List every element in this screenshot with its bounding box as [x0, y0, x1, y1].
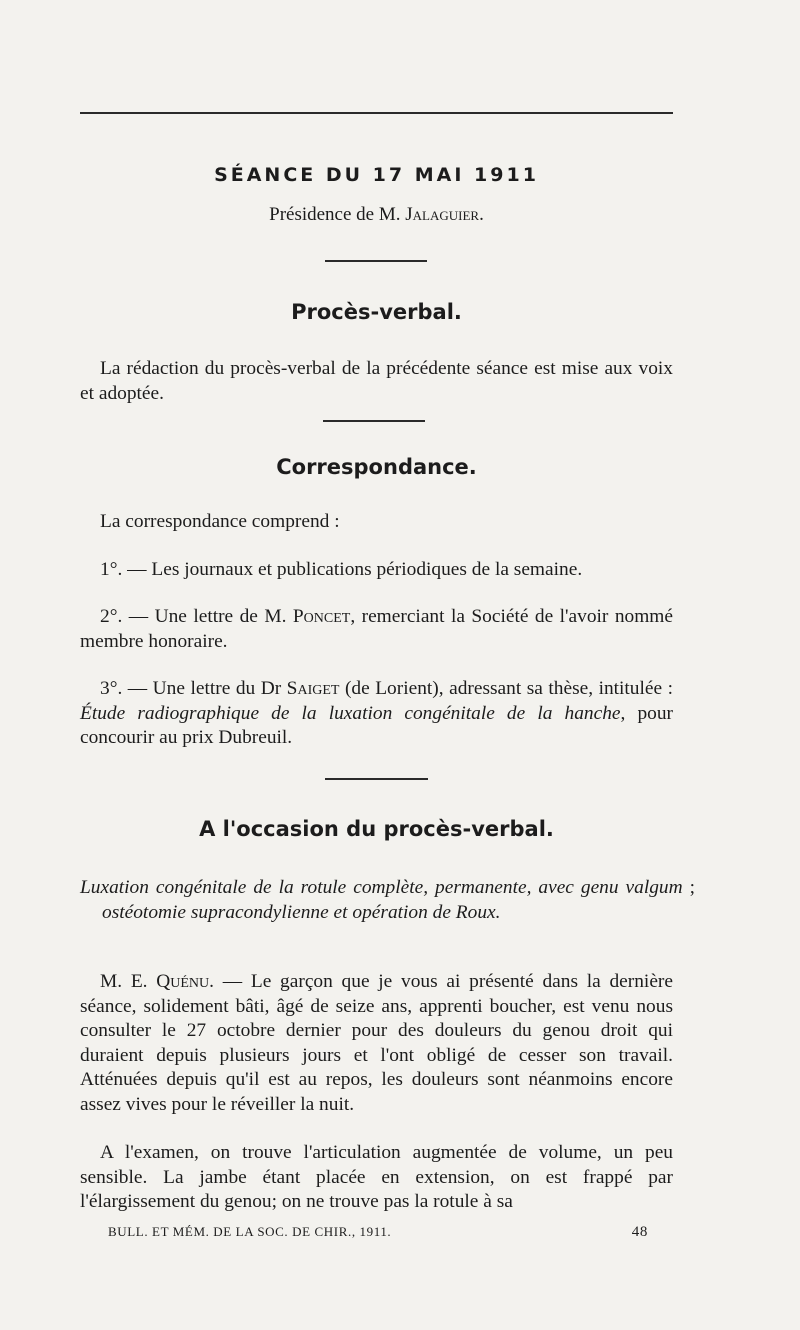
section-divider	[325, 778, 428, 780]
item-3-name: Saiget	[286, 678, 340, 699]
page-footer	[108, 1224, 648, 1240]
president-name: Jalaguier	[405, 204, 480, 225]
item-3-suffix: , pour concourir au prix Dubreuil.	[80, 702, 673, 748]
occasion-heading: A l'occasion du procès-verbal.	[199, 817, 554, 841]
presidence-prefix: Présidence de M.	[269, 204, 406, 225]
item-2-name: Poncet	[292, 606, 351, 627]
quenu-name: Quénu	[156, 971, 210, 992]
section-divider	[325, 260, 427, 262]
subtitle-part-2: ostéotomie supracondylienne et opération de Roux.	[102, 901, 501, 923]
section-divider	[323, 420, 425, 422]
proces-verbal-text: La rédaction du procès-verbal de la précédente séance est mise aux voix et adoptée.	[80, 358, 673, 404]
subtitle-separator: ;	[682, 877, 695, 898]
item-2-suffix: , remerciant la Société de l'avoir nommé membre honoraire.	[80, 606, 673, 652]
correspondance-heading: Correspondance.	[276, 455, 477, 479]
subtitle-part-1: Luxation congénitale de la rotule complète, permanente, avec genu valgum	[80, 877, 683, 898]
quenu-prefix: M. E.	[100, 971, 157, 992]
seance-title: SÉANCE DU 17 MAI 1911	[214, 164, 539, 186]
top-rule	[80, 112, 673, 114]
correspondance-item-1: 1°. — Les journaux et publications périodiques de la semaine.	[100, 559, 583, 580]
correspondance-item-3	[80, 677, 673, 751]
presidence-suffix: .	[479, 204, 484, 225]
journal-reference: BULL. ET MÉM. DE LA SOC. DE CHIR., 1911.	[108, 1224, 392, 1239]
occasion-subtitle	[80, 876, 695, 925]
proces-verbal-heading: Procès-verbal.	[291, 300, 462, 324]
examen-paragraph: A l'examen, on trouve l'articulation augmentée de volume, un peu sensible. La jambe étant placée en extension, on est frappé par l'élargissement du genou; on ne trouve pas la rotule à sa	[80, 1142, 673, 1212]
presidence-line	[80, 204, 673, 226]
item-3-mid: (de Lorient), adressant sa thèse, intitulée :	[339, 678, 673, 699]
page-number: 48	[631, 1224, 648, 1240]
item-3-thesis-title: Étude radiographique de la luxation congénitale de la hanche	[80, 702, 621, 724]
item-2-prefix: 2°. — Une lettre de M.	[100, 606, 293, 627]
correspondance-intro: La correspondance comprend :	[100, 511, 340, 532]
quenu-paragraph	[80, 970, 673, 1117]
item-3-prefix: 3°. — Une lettre du Dr	[100, 678, 287, 699]
quenu-text: . — Le garçon que je vous ai présenté dans la dernière séance, solidement bâti, âgé de seize ans, apprenti boucher, est venu nous consulter le 27 octobre dernier pour des douleurs du genou droit qui duraient depuis plusieurs jours et l'ont obligé de cesser son travail. Atténuées depuis qu'il est au repos, les douleurs sont néanmoins encore assez vives pour le réveiller la nuit.	[80, 971, 673, 1115]
correspondance-item-2	[80, 605, 673, 654]
